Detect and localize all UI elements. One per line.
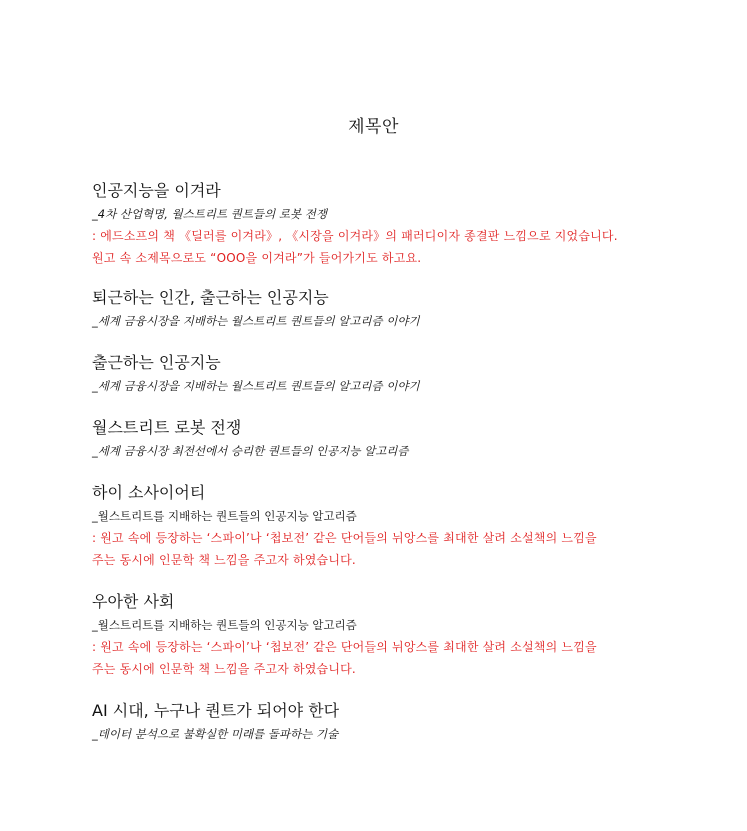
- option-title: 하이 소사이어티: [92, 483, 206, 502]
- title-option-3: [92, 353, 662, 394]
- option-note-line: : 원고 속에 등장하는 ‘스파이’나 ‘첩보전’ 같은 단어들의 뉘앙스를 최대한 살려 소설책의 느낌을: [92, 640, 597, 654]
- option-title: 월스트리트 로봇 전쟁: [92, 418, 242, 437]
- option-title: 출근하는 인공지능: [92, 353, 221, 372]
- title-option-5: [92, 483, 662, 571]
- option-title: AI 시대, 누구나 퀀트가 되어야 한다: [92, 701, 340, 720]
- option-title: 인공지능을 이겨라: [92, 181, 221, 200]
- option-note-line: 원고 속 소제목으로도 “OOO을 이겨라”가 들어가기도 하고요.: [92, 251, 422, 265]
- option-subtitle: _세계 금융시장 최전선에서 승리한 퀀트들의 인공지능 알고리즘: [92, 444, 409, 458]
- title-option-2: [92, 288, 662, 329]
- option-subtitle: _4차 산업혁명, 월스트리트 퀀트들의 로봇 전쟁: [92, 207, 327, 221]
- title-option-7: [92, 701, 662, 742]
- option-note: [92, 636, 662, 680]
- option-note-line: : 에드소프의 책 《딜러를 이겨라》, 《시장을 이겨라》의 패러디이자 종결판 느낌으로 지었습니다.: [92, 229, 618, 243]
- title-option-4: [92, 418, 662, 459]
- option-note: [92, 225, 662, 269]
- option-subtitle: _월스트리트를 지배하는 퀀트들의 인공지능 알고리즘: [92, 618, 357, 632]
- option-subtitle: _세계 금융시장을 지배하는 월스트리트 퀀트들의 알고리즘 이야기: [92, 379, 420, 393]
- title-option-6: [92, 592, 662, 680]
- option-note-line: : 원고 속에 등장하는 ‘스파이’나 ‘첩보전’ 같은 단어들의 뉘앙스를 최대한 살려 소설책의 느낌을: [92, 531, 597, 545]
- title-option-1: [92, 181, 662, 269]
- option-title: 우아한 사회: [92, 592, 175, 611]
- option-subtitle: _세계 금융시장을 지배하는 월스트리트 퀀트들의 알고리즘 이야기: [92, 314, 420, 328]
- option-title: 퇴근하는 인간, 출근하는 인공지능: [92, 288, 329, 307]
- page-title: 제목안: [348, 117, 399, 137]
- option-subtitle: _월스트리트를 지배하는 퀀트들의 인공지능 알고리즘: [92, 509, 357, 523]
- option-note-line: 주는 동시에 인문학 책 느낌을 주고자 하였습니다.: [92, 553, 356, 567]
- option-subtitle: _데이터 분석으로 불확실한 미래를 돌파하는 기술: [92, 727, 339, 741]
- option-note-line: 주는 동시에 인문학 책 느낌을 주고자 하였습니다.: [92, 662, 356, 676]
- option-note: [92, 527, 662, 571]
